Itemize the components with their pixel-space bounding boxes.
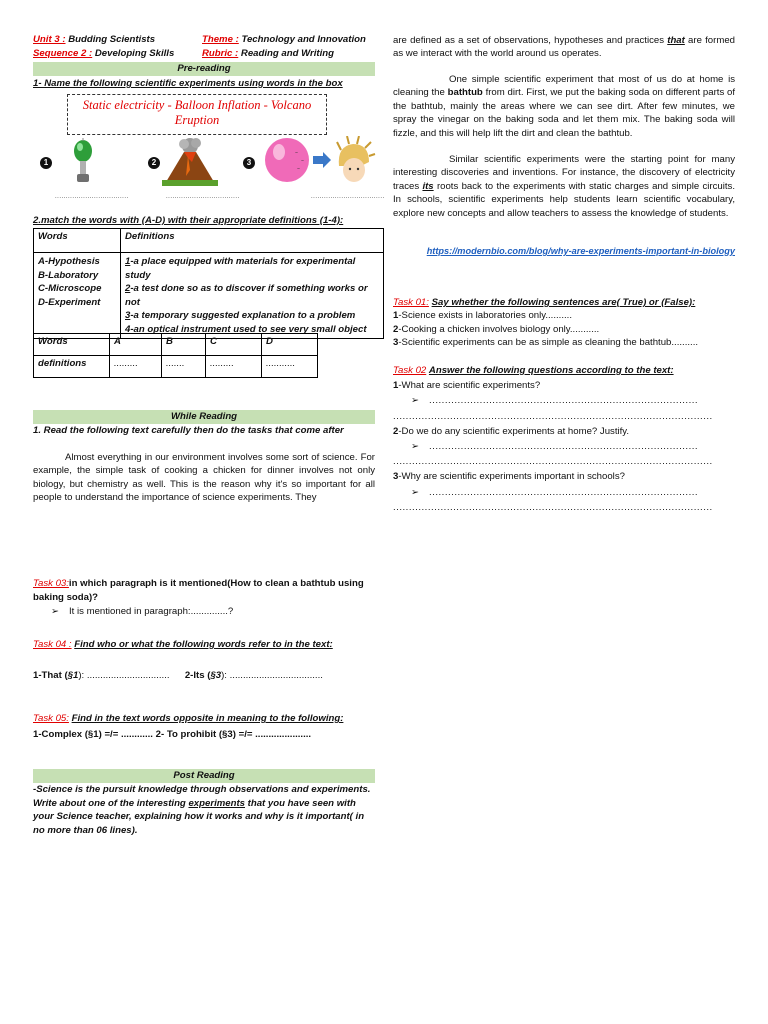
- words-box-text: Static electricity - Balloon Inflation - Volcano Eruption: [82, 98, 312, 127]
- arrow-bullet-icon: ➢: [51, 606, 60, 617]
- sequence-line: [33, 48, 174, 59]
- number-badge-3: 3: [243, 157, 255, 169]
- definition-item: 3-a temporary suggested explanation to a problem: [125, 310, 356, 321]
- unit-value: Budding Scientists: [68, 34, 156, 45]
- answer-line[interactable]: ➢ .....................................................................................: [393, 439, 738, 454]
- task-03-answer[interactable]: ➢ It is mentioned in paragraph:..............?: [51, 606, 234, 617]
- balloon-hair-image: [257, 136, 382, 188]
- definition-item: 2-a test done so as to discover if something works or not: [125, 283, 368, 308]
- while-reading-banner: While Reading: [33, 410, 375, 424]
- answer-row-label: definitions: [34, 356, 110, 378]
- answer-blank-a[interactable]: .........: [110, 356, 162, 378]
- post-reading-prompt: -Science is the pursuit knowledge through observations and experiments. Write about one of the interesting experiments that you have seen with your Science teacher, explaining how it works and why is it important( in no more than 06 lines).: [33, 784, 371, 836]
- unit-label: Unit 3 :: [33, 34, 66, 45]
- sequence-value: Developing Skills: [94, 48, 175, 59]
- pic-2-blank: ..................................: [166, 194, 240, 200]
- answer-line[interactable]: .....................................................................................................: [393, 456, 713, 468]
- arrow-bullet-icon: ➢: [411, 395, 420, 407]
- answer-header-words: Words: [34, 334, 110, 356]
- picture-2: [146, 136, 246, 204]
- word-item: A-Hypothesis: [38, 256, 100, 267]
- paragraph-1: Almost everything in our environment involves some sort of science. For example, the simple task of cooking a chicken for dinner involves not only biology, but chemistry as well. This is the reason why it's so important for all people to understand the importance of science experiments. They: [33, 452, 375, 504]
- task-02-question: 2-Do we do any scientific experiments at home? Justify.: [393, 425, 630, 437]
- arrow-bullet-icon: ➢: [411, 441, 420, 453]
- paragraph-2: One simple scientific experiment that most of us do at home is cleaning the bathtub from dirt. First, we put the baking soda on different parts of the bathtub, mainly the areas where we can see dirt. After few minutes, we spray the vinegar on the baking soda and let them mix. The baking soda will fizzle, and this will help lift the dirt and clean the bathtub.: [393, 74, 736, 139]
- answer-header-b: B: [162, 334, 206, 356]
- task-04-items: [33, 670, 378, 681]
- answer-blank-b[interactable]: .......: [162, 356, 206, 378]
- answer-line[interactable]: ➢ .....................................................................................: [393, 393, 738, 408]
- task-02-question: 3-Why are scientific experiments important in schools?: [393, 471, 625, 483]
- pic-3-blank: ..................................: [311, 194, 385, 200]
- sequence-label: Sequence 2 :: [33, 48, 93, 59]
- pre-reading-question-2: 2.match the words with (A-D) with their appropriate definitions (1-4):: [33, 215, 344, 226]
- task-04-item-2[interactable]: 2-Its (§3): ...................................: [184, 670, 323, 681]
- task-03: [33, 577, 378, 619]
- words-cell: [34, 253, 121, 339]
- answer-header-c: C: [206, 334, 262, 356]
- word-item: B-Laboratory: [38, 269, 99, 281]
- table-header-words: Words: [34, 229, 121, 253]
- definition-item: 4-an optical instrument used to see very small object: [125, 323, 367, 335]
- rubric-line: [202, 48, 334, 59]
- task-02: [393, 363, 738, 515]
- task-01-item: 1-Science exists in laboratories only..........: [393, 310, 572, 321]
- task-03-heading: Task 03:in which paragraph is it mentioned(How to clean a bathtub using baking soda)?: [33, 578, 364, 603]
- task-02-question: 1-What are scientific experiments?: [393, 380, 541, 392]
- picture-3: [243, 136, 383, 204]
- table-header-definitions: Definitions: [121, 229, 384, 253]
- pre-reading-banner: Pre-reading: [33, 62, 375, 76]
- theme-value: Technology and Innovation: [241, 34, 366, 45]
- task-01-item: 2-Cooking a chicken involves biology only...........: [393, 323, 600, 335]
- task-01: [393, 297, 738, 350]
- answer-header-a: A: [110, 334, 162, 356]
- task-05-line[interactable]: 1-Complex (§1) =/= ............ 2- To prohibit (§3) =/= .....................: [33, 729, 312, 740]
- number-badge-1: 1: [40, 157, 52, 169]
- picture-row: [33, 136, 385, 204]
- task-04-item-1[interactable]: 1-That (§1): ...............................: [33, 670, 170, 681]
- answer-line[interactable]: ➢ .....................................................................................: [393, 485, 738, 500]
- definitions-cell: [121, 253, 384, 339]
- answer-header-d: D: [262, 334, 318, 356]
- definitions-table: [33, 228, 384, 339]
- task-04-heading: Task 04 : Find who or what the following words refer to in the text:: [33, 639, 333, 650]
- number-badge-2: 2: [148, 157, 160, 169]
- source-link[interactable]: https://modernbio.com/blog/why-are-experiments-important-in-biology: [426, 246, 735, 256]
- answer-line[interactable]: .....................................................................................................: [393, 501, 713, 513]
- bulb-image: [69, 138, 97, 186]
- task-05-heading: Task 05: Find in the text words opposite in meaning to the following:: [33, 713, 344, 724]
- picture-1: [33, 136, 133, 204]
- answer-blank-c[interactable]: .........: [206, 356, 262, 378]
- svg-text:–: –: [295, 149, 298, 156]
- svg-text:–: –: [301, 157, 304, 164]
- while-reading-instruction: 1. Read the following text carefully then do the tasks that come after: [33, 425, 344, 436]
- pre-reading-question-1: 1- Name the following scientific experiments using words in the box: [33, 78, 343, 89]
- definition-item: 1-a place equipped with materials for experimental study: [125, 256, 356, 281]
- words-box: [67, 94, 327, 135]
- answer-blank-d[interactable]: ...........: [262, 356, 318, 378]
- answer-table: [33, 333, 318, 378]
- rubric-value: Reading and Writing: [240, 48, 335, 59]
- task-02-heading: Task 02 Answer the following questions according to the text:: [393, 365, 674, 376]
- theme-line: [202, 34, 366, 45]
- word-item: D-Experiment: [38, 296, 101, 308]
- task-01-item: 3-Scientific experiments can be as simple as cleaning the bathtub..........: [393, 337, 699, 349]
- svg-text:–: –: [297, 165, 300, 172]
- post-reading-banner: Post Reading: [33, 769, 375, 783]
- volcano-image: [162, 136, 218, 188]
- header: [33, 34, 378, 62]
- word-item: C-Microscope: [38, 283, 102, 294]
- pic-1-blank: ..................................: [55, 194, 129, 200]
- unit-line: [33, 34, 155, 45]
- paragraph-3: Similar scientific experiments were the starting point for many interesting discoveries and inventions. For instance, the discovery of electricity traces its roots back to the experiments with static charges and simple circuits. In schools, scientific experiments help students learn scientific vocabulary, explore new concepts and allow teachers to assess the knowledge of students.: [393, 154, 735, 219]
- rubric-label: Rubric :: [202, 48, 239, 59]
- theme-label: Theme :: [202, 34, 239, 45]
- answer-line[interactable]: .....................................................................................................: [393, 410, 713, 422]
- task-01-heading: Task 01: Say whether the following sentences are( True) or (False):: [393, 297, 696, 308]
- paragraph-1-continued: are defined as a set of observations, hypotheses and practices that are formed as we interact with the world around us operates.: [393, 35, 735, 60]
- arrow-bullet-icon: ➢: [411, 486, 420, 498]
